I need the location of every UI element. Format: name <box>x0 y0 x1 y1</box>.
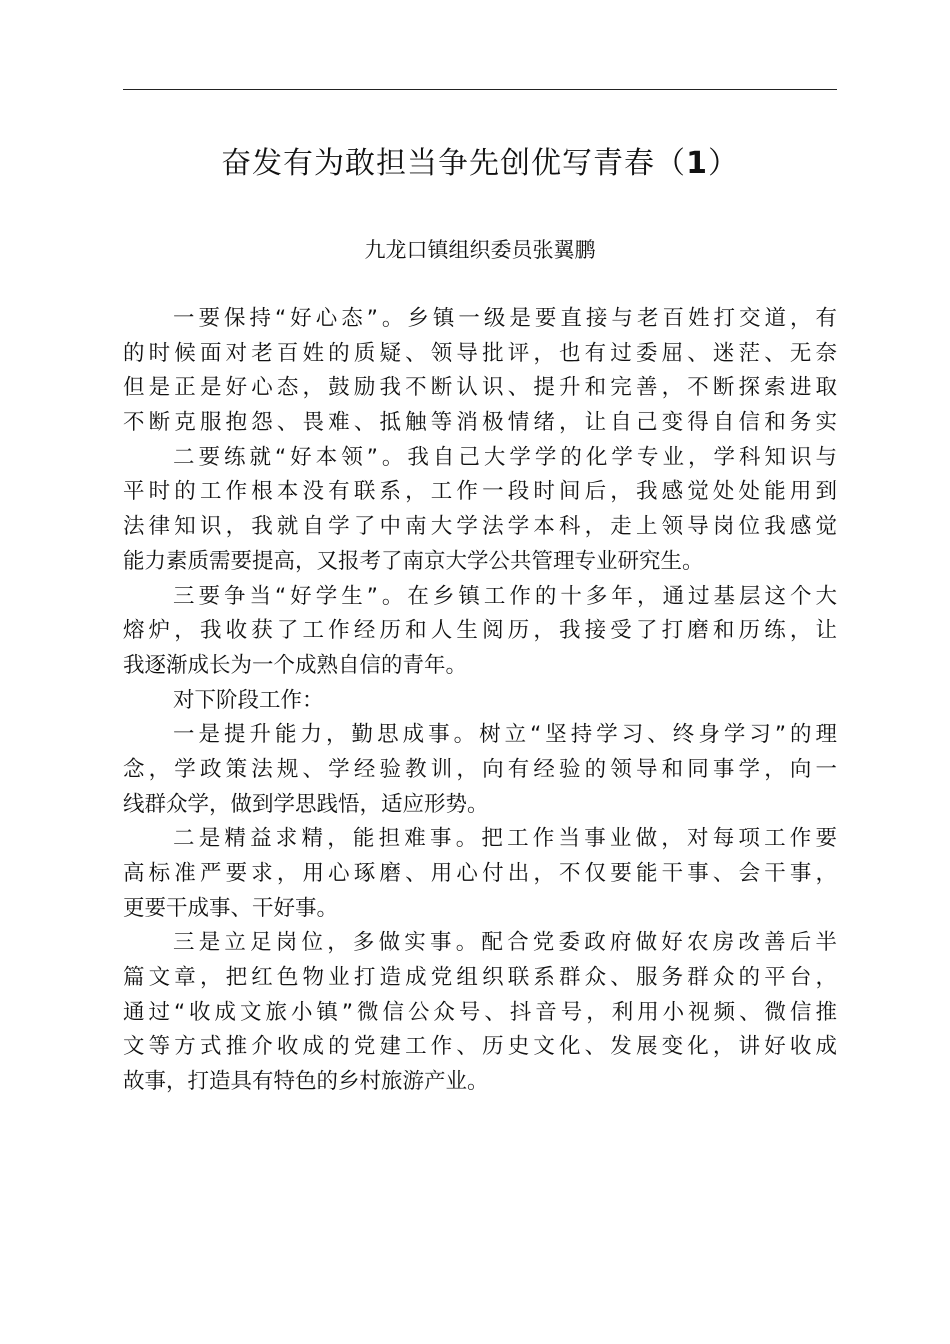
body-line: 对下阶段工作： <box>173 687 324 713</box>
body-line: 文等方式推介收成的党建工作、历史文化、发展变化，讲好收成 <box>123 1034 837 1060</box>
header-rule <box>123 89 837 90</box>
body-line: 篇文章，把红色物业打造成党组织联系群众、服务群众的平台， <box>123 965 837 991</box>
body-line: 熔炉，我收获了工作经历和人生阅历，我接受了打磨和历练，让 <box>123 618 837 644</box>
body-line: 法律知识，我就自学了中南大学法学本科，走上领导岗位我感觉 <box>123 514 837 540</box>
body-line: 能力素质需要提高，又报考了南京大学公共管理专业研究生。 <box>123 548 704 574</box>
body-line: 线群众学，做到学思践悟，适应形势。 <box>123 791 489 817</box>
author-line: 九龙口镇组织委员张翼鹏 <box>364 238 596 262</box>
body-line: 二要练就“好本领”。我自己大学学的化学专业，学科知识与 <box>173 444 837 470</box>
title-number: 1 <box>686 146 708 181</box>
body-line: 通过“收成文旅小镇”微信公众号、抖音号，利用小视频、微信推 <box>123 999 837 1025</box>
body-line: 更要干成事、干好事。 <box>123 895 339 921</box>
body-text <box>123 302 837 1100</box>
body-line: 一是提升能力，勤思成事。树立“坚持学习、终身学习”的理 <box>173 722 837 748</box>
body-line: 但是正是好心态，鼓励我不断认识、提升和完善，不断探索进取 <box>123 375 837 401</box>
body-line: 三是立足岗位，多做实事。配合党委政府做好农房改善后半 <box>173 930 837 956</box>
body-line: 故事，打造具有特色的乡村旅游产业。 <box>123 1069 489 1095</box>
body-line: 三要争当“好学生”。在乡镇工作的十多年，通过基层这个大 <box>173 583 837 609</box>
body-line: 高标准严要求，用心琢磨、用心付出，不仅要能干事、会干事， <box>123 861 837 886</box>
body-line: 二是精益求精，能担难事。把工作当事业做，对每项工作要 <box>173 826 837 852</box>
body-line: 平时的工作根本没有联系，工作一段时间后，我感觉处处能用到 <box>123 479 837 505</box>
body-line: 的时候面对老百姓的质疑、领导批评，也有过委屈、迷茫、无奈 <box>123 340 837 366</box>
title-text: 奋发有为敢担当争先创优写青春（ <box>221 146 687 181</box>
body-line: 我逐渐成长为一个成熟自信的青年。 <box>123 652 468 678</box>
document-title <box>123 140 837 188</box>
body-line: 一要保持“好心态”。乡镇一级是要直接与老百姓打交道，有 <box>173 306 837 331</box>
body-line: 不断克服抱怨、畏难、抵触等消极情绪，让自己变得自信和务实 <box>123 410 837 436</box>
body-line: 念，学政策法规、学经验教训，向有经验的领导和同事学，向一 <box>123 756 837 782</box>
title-close: ） <box>707 146 739 181</box>
